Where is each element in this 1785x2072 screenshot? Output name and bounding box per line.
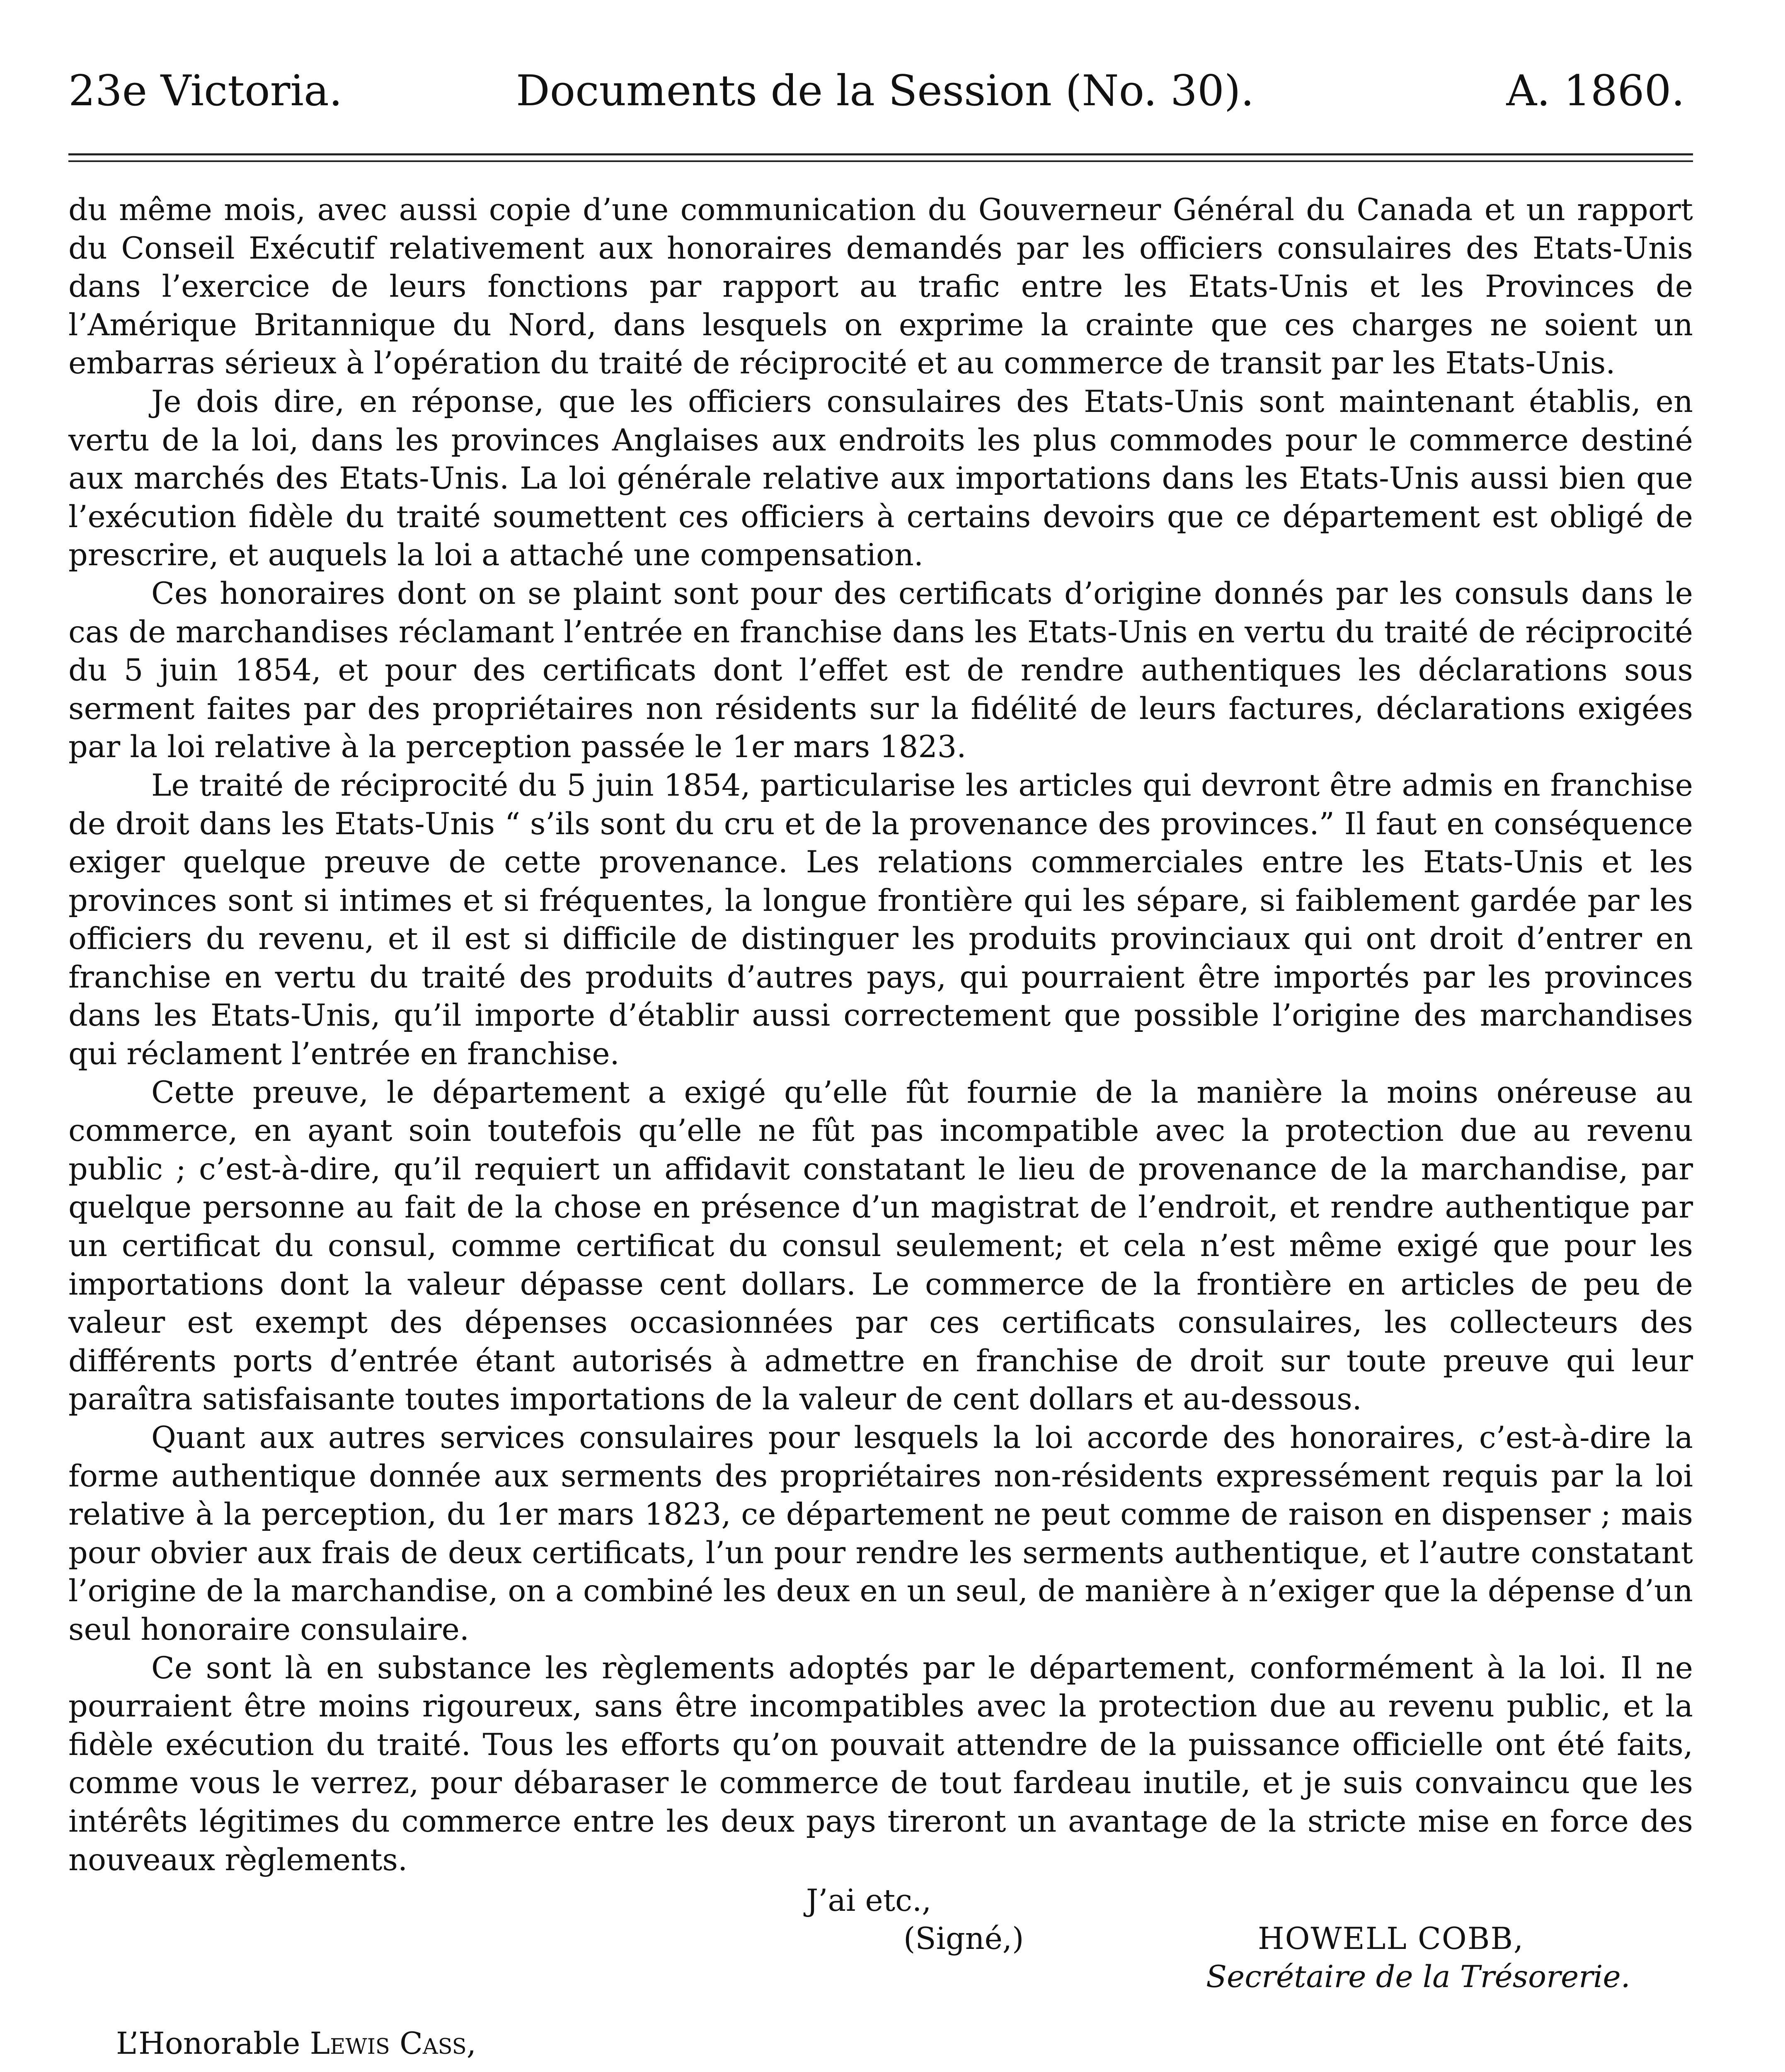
paragraph: Ce sont là en substance les règlements adoptés par le département, conformément à la loi. Il ne pourraient être moins rigoureux, sans être incompatibles avec la protection due au revenu public, et la fidèle exécution du traité. Tous les efforts qu’on pouvait attendre de la puissance officielle ont été faits, comme vous le verrez, pour débaraser le commerce de tout fardeau inutile, et je suis convaincu que les intérêts légitimes du commerce entre les deux pays tireront un avantage de la stricte mise en force des nouveaux règlements. xyxy=(68,1650,1693,1878)
paragraph-continuation: du même mois, avec aussi copie d’une communication du Gouverneur Général du Canada et un rapport du Conseil Exécutif relativement aux honoraires demandés par les officiers consulaires des Etats-Unis dans l’exercice de leurs fonctions par rapport au trafic entre les Etats-Unis et les Provinces de l’Amérique Britannique du Nord, dans lesquels on exprime la crainte que ces charges ne soient un embarras sérieux à l’opération du traité de réciprocité et au commerce de transit par les Etats-Unis. xyxy=(68,192,1693,381)
addressee-suffix: , xyxy=(466,2026,476,2062)
addressee xyxy=(116,2025,476,2063)
paragraph: Ces honoraires dont on se plaint sont pour des certificats d’origine donnés par les consuls dans le cas de marchandises réclamant l’entrée en franchise dans les Etats-Unis en vertu du traité de réciprocité du 5 juin 1854, et pour des certificats dont l’effet est de rendre authentiques les déclarations sous serment faites par des propriétaires non résidents sur la fidélité de leurs factures, déclarations exigées par la loi relative à la perception passée le 1er mars 1823. xyxy=(68,576,1693,765)
paragraph: Cette preuve, le département a exigé qu’elle fût fournie de la manière la moins onéreuse au commerce, en ayant soin toutefois qu’elle ne fût pas incompatible avec la protection due au revenu public ; c’est-à-dire, qu’il requiert un affidavit constatant le lieu de provenance de la marchandise, par quelque personne au fait de la chose en présence d’un magistrat de l’endroit, et rendre authentique par un certificat du consul, comme certificat du consul seulement; et cela n’est même exigé que pour les importations dont la valeur dépasse cent dollars. Le commerce de la frontière en articles de peu de valeur est exempt des dépenses occasionnées par ces certificats consulaires, les collecteurs des différents ports d’entrée étant autorisés à admettre en franchise de droit sur toute preuve qui leur paraîtra satisfaisante toutes importations de la valeur de cent dollars et au-dessous. xyxy=(68,1075,1693,1417)
header-rule xyxy=(68,153,1693,155)
page-header xyxy=(68,62,1693,120)
header-volume: 23e Victoria. xyxy=(68,66,343,116)
addressee-prefix: L’Honorable xyxy=(116,2026,310,2062)
paragraph: Le traité de réciprocité du 5 juin 1854, particularise les articles qui devront être admis en franchise de droit dans les Etats-Unis “ s’ils sont du cru et de la provenance des provinces.” Il faut en conséquence exiger quelque preuve de cette provenance. Les relations commerciales entre les Etats-Unis et les provinces sont si intimes et si fréquentes, la longue frontière qui les sépare, si faiblement gardée par les officiers du revenu, et il est si difficile de distinguer les produits provinciaux qui ont droit d’entrer en franchise en vertu du traité des produits d’autres pays, qui pourraient être importés par les provinces dans les Etats-Unis, qu’il importe d’établir aussi correctement que possible l’origine des marchandises qui réclament l’entrée en franchise. xyxy=(68,767,1693,1072)
document-page xyxy=(68,62,1693,2072)
letter-closing xyxy=(68,1882,1693,2062)
header-year: A. 1860. xyxy=(1506,66,1685,116)
letter-body xyxy=(68,191,1693,1879)
header-session: Documents de la Session (No. 30). xyxy=(516,66,1255,116)
signatory-title: Secrétaire de la Trésorerie. xyxy=(1206,1959,1630,1995)
addressee-name: Lewis Cass xyxy=(310,2026,467,2062)
paragraph: Quant aux autres services consulaires pour lesquels la loi accorde des honoraires, c’est-à-dire la forme authentique donnée aux serments des propriétaires non-résidents expressément requis par la loi relative à la perception, du 1er mars 1823, ce département ne peut comme de raison en dispenser ; mais pour obvier aux frais de deux certificats, l’un pour rendre les serments authentique, et l’autre constatant l’origine de la marchandise, on a combiné les deux en un seul, de manière à n’exiger que la dépense d’un seul honoraire consulaire. xyxy=(68,1420,1693,1647)
paragraph: Je dois dire, en réponse, que les officiers consulaires des Etats-Unis sont maintenant établis, en vertu de la loi, dans les provinces Anglaises aux endroits les plus commodes pour le commerce destiné aux marchés des Etats-Unis. La loi générale relative aux importations dans les Etats-Unis aussi bien que l’exécution fidèle du traité soumettent ces officiers à certains devoirs que ce département est obligé de prescrire, et auquels la loi a attaché une compensation. xyxy=(68,384,1693,573)
valediction: J’ai etc., xyxy=(806,1883,932,1919)
header-rule-secondary xyxy=(68,160,1693,162)
signatory-name: HOWELL COBB, xyxy=(1258,1921,1524,1957)
signed-label: (Signé,) xyxy=(903,1921,1024,1957)
